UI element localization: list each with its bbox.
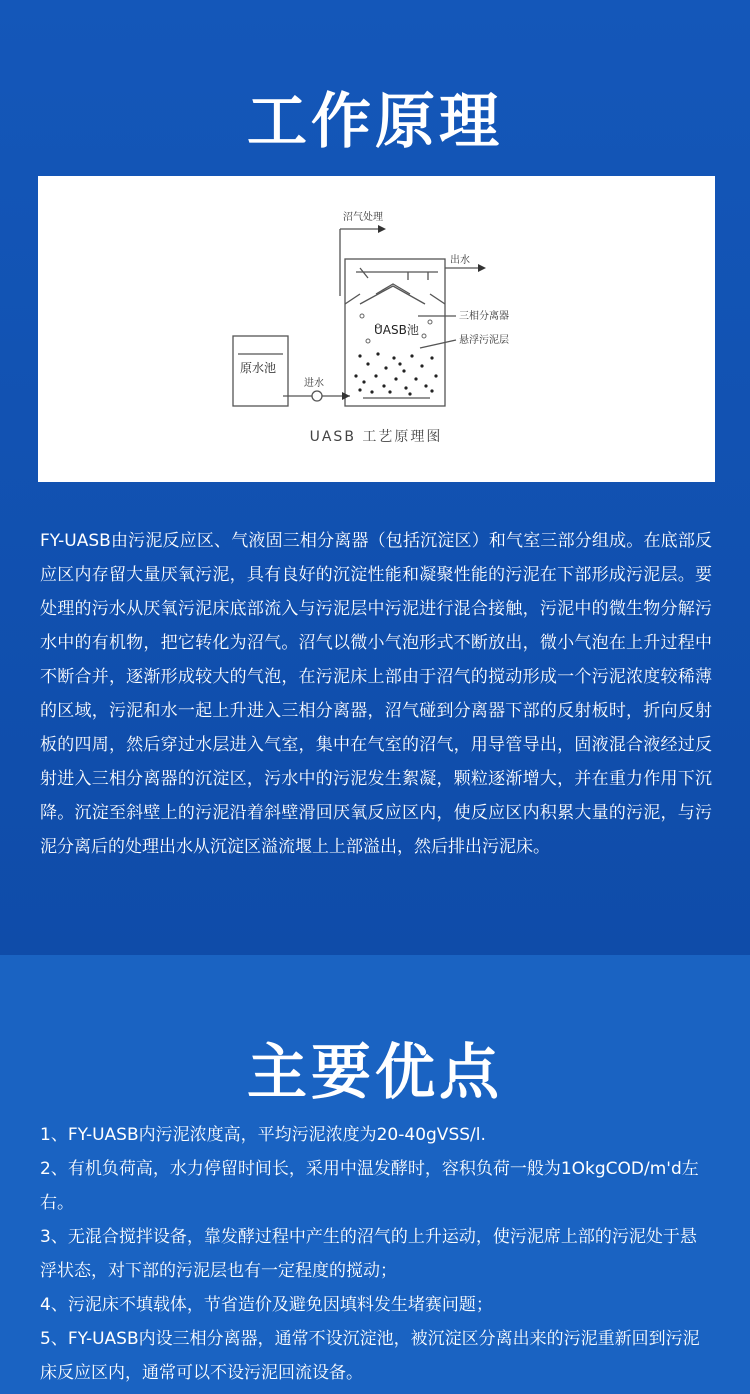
label-inflow: 进水 — [304, 378, 324, 389]
label-sludge-layer: 悬浮污泥层 — [459, 335, 509, 346]
label-outflow: 出水 — [450, 255, 470, 266]
list-item: 4、污泥床不填载体，节省造价及避免因填料发生堵赛问题； — [40, 1295, 493, 1315]
list-item: 3、无混合搅拌设备，靠发酵过程中产生的沼气的上升运动，使污泥席上部的污泥处于悬浮状态，对下部的污泥层也有一定程度的搅动； — [40, 1227, 697, 1281]
label-reactor: UASB池 — [374, 323, 419, 337]
section-title-working-principle: 工作原理 — [247, 87, 503, 157]
sludge-particles — [354, 352, 437, 395]
list-item: 1、FY-UASB内污泥浓度高，平均污泥浓度为20-40gVSS/l. — [40, 1125, 486, 1145]
uasb-process-diagram — [38, 176, 715, 482]
label-separator: 三相分离器 — [459, 311, 509, 322]
section-title-advantages: 主要优点 — [247, 1038, 503, 1108]
list-item: 5、FY-UASB内设三相分离器，通常不设沉淀池，被沉淀区分离出来的污泥重新回到污泥床反应区内，通常可以不设污泥回流设备。 — [40, 1329, 700, 1383]
advantages-list — [40, 1118, 712, 1390]
uasb-diagram-svg — [38, 176, 715, 482]
pump — [312, 391, 322, 401]
diagram-caption: UASB 工艺原理图 — [309, 429, 443, 445]
label-raw-tank: 原水池 — [240, 361, 277, 375]
label-biogas: 沼气处理 — [343, 212, 383, 223]
working-principle-paragraph: FY-UASB由污泥反应区、气液固三相分离器（包括沉淀区）和气室三部分组成。在底部反应区内存留大量厌氧污泥，具有良好的沉淀性能和凝聚性能的污泥在下部形成污泥层。要处理的污水从厌氧污泥床底部流入与污泥层中污泥进行混合接触，污泥中的微生物分解污水中的有机物，把它转化为沼气。沼气以微小气泡形式不断放出，微小气泡在上升过程中不断合并，逐渐形成较大的气泡，在污泥床上部由于沼气的搅动形成一个污泥浓度较稀薄的区域，污泥和水一起上升进入三相分离器，沼气碰到分离器下部的反射板时，折向反射板的四周，然后穿过水层进入气室，集中在气室的沼气，用导管导出，固液混合液经过反射进入三相分离器的沉淀区，污水中的污泥发生絮凝，颗粒逐渐增大，并在重力作用下沉降。沉淀至斜壁上的污泥沿着斜壁滑回厌氧反应区内，使反应区内积累大量的污泥，与污泥分离后的处理出水从沉淀区溢流堰上上部溢出，然后排出污泥床。 — [40, 531, 712, 857]
list-item: 2、有机负荷高，水力停留时间长，采用中温发酵时，容积负荷一般为1OkgCOD/m'd左右。 — [40, 1159, 699, 1213]
